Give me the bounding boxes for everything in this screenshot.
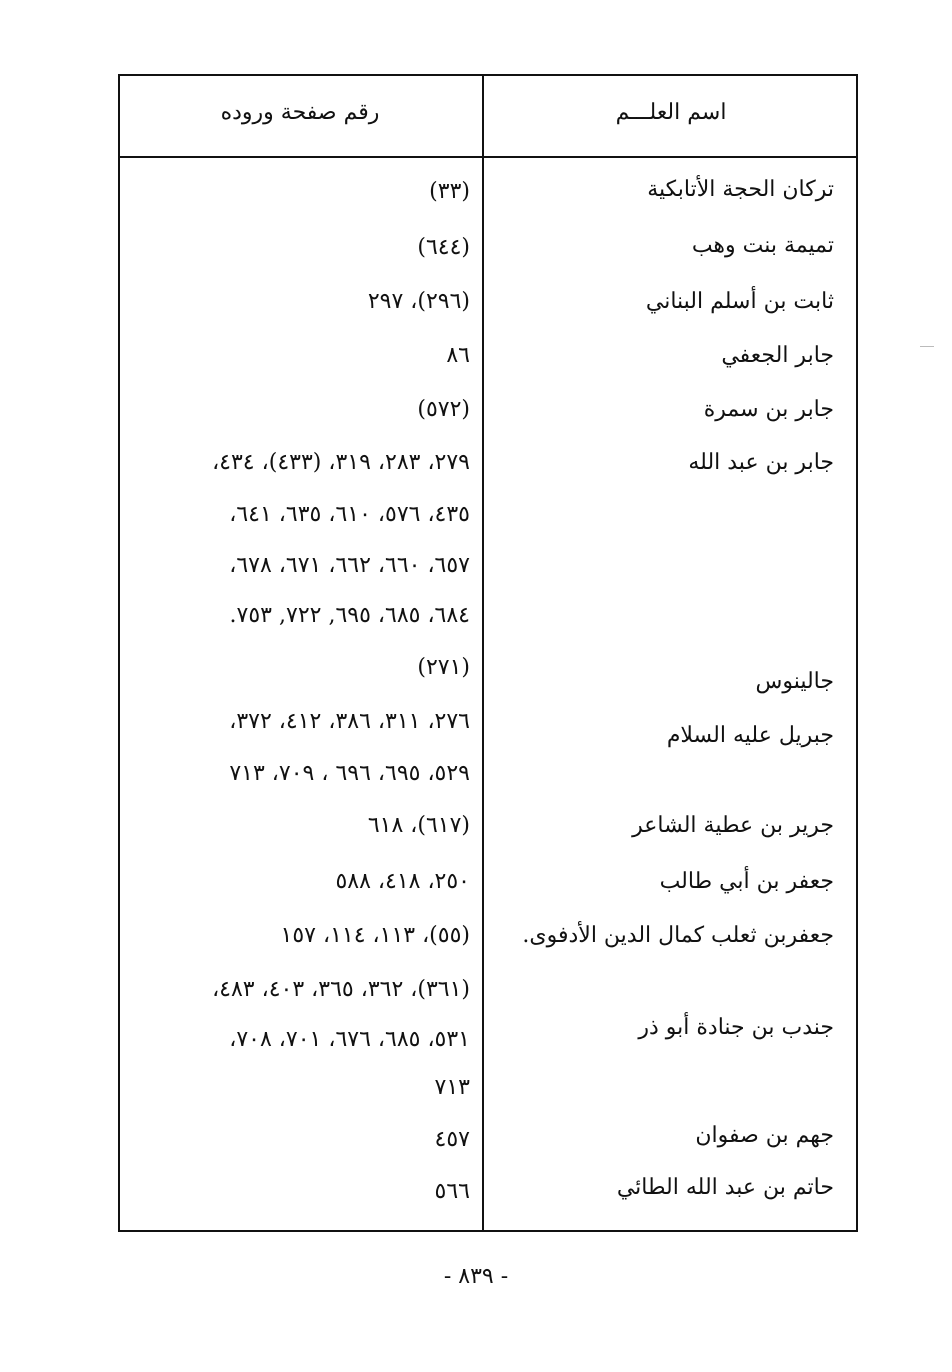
pages-entry: (٦٤٤) [417, 235, 470, 260]
header-pages-column: رقم صفحة وروده [220, 100, 380, 125]
pages-entry: (٣٣) [429, 179, 470, 204]
pages-entry: (٢٩٦)، ٢٩٧ [367, 289, 470, 314]
name-entry: جابر بن سمرة [703, 397, 834, 422]
pages-entry: ٤٣٥، ٥٧٦، ٦١٠، ٦٣٥، ٦٤١، [229, 502, 470, 527]
header-name-column: اسم العلـــم [615, 100, 727, 125]
pages-entry: (٦١٧)، ٦١٨ [367, 813, 470, 838]
name-entry: حاتم بن عبد الله الطائي [616, 1175, 834, 1200]
pages-entry: ٥٣١، ٦٨٥، ٦٧٦، ٧٠١، ٧٠٨، [229, 1027, 470, 1052]
pages-entry: ٢٧٦، ٣١١، ٣٨٦، ٤١٢، ٣٧٢، [229, 709, 470, 734]
name-entry: جابر بن عبد الله [688, 450, 834, 475]
scan-mark [920, 346, 934, 347]
name-entry: جعفربن ثعلب كمال الدين الأدفوى. [522, 923, 834, 948]
pages-entry: ٨٦ [446, 343, 470, 368]
pages-entry: ٥٢٩، ٦٩٥، ٦٩٦ ، ٧٠٩، ٧١٣ [229, 761, 470, 786]
page-number: - ٨٣٩ - [443, 1264, 509, 1289]
name-entry: جعفر بن أبي طالب [659, 869, 834, 894]
pages-entry: ٢٧٩، ٢٨٣، ٣١٩، (٤٣٣)، ٤٣٤، [212, 450, 470, 475]
pages-entry: ٦٨٤، ٦٨٥، ٦٩٥, ٧٢٢, ٧٥٣. [229, 603, 470, 628]
pages-entry: (٣٦١)، ٣٦٢، ٣٦٥، ٤٠٣، ٤٨٣، [212, 977, 470, 1002]
name-entry: جهم بن صفوان [695, 1123, 834, 1148]
pages-entry: ٤٥٧ [434, 1127, 470, 1152]
name-entry: تركان الحجة الأتابكية [647, 177, 834, 202]
pages-entry: ٦٥٧، ٦٦٠، ٦٦٢، ٦٧١، ٦٧٨، [229, 553, 470, 578]
pages-entry: (٥٥)، ١١٣، ١١٤، ١٥٧ [280, 923, 470, 948]
header-divider [118, 156, 858, 158]
pages-entry: ٥٦٦ [434, 1179, 470, 1204]
pages-entry: ٢٥٠، ٤١٨، ٥٨٨ [335, 869, 470, 894]
name-entry: جرير بن عطية الشاعر [632, 813, 834, 838]
name-entry: جندب بن جنادة أبو ذر [638, 1015, 834, 1040]
pages-entry: ٧١٣ [434, 1075, 470, 1100]
pages-entry: (٥٧٢) [417, 397, 470, 422]
pages-entry: (٢٧١) [417, 655, 470, 680]
name-entry: جبريل عليه السلام [666, 723, 834, 748]
name-entry: ثابت بن أسلم البناني [645, 289, 834, 314]
name-entry: جالينوس [755, 669, 834, 694]
name-entry: جابر الجعفي [721, 343, 834, 368]
name-entry: تميمة بنت وهب [691, 233, 834, 258]
